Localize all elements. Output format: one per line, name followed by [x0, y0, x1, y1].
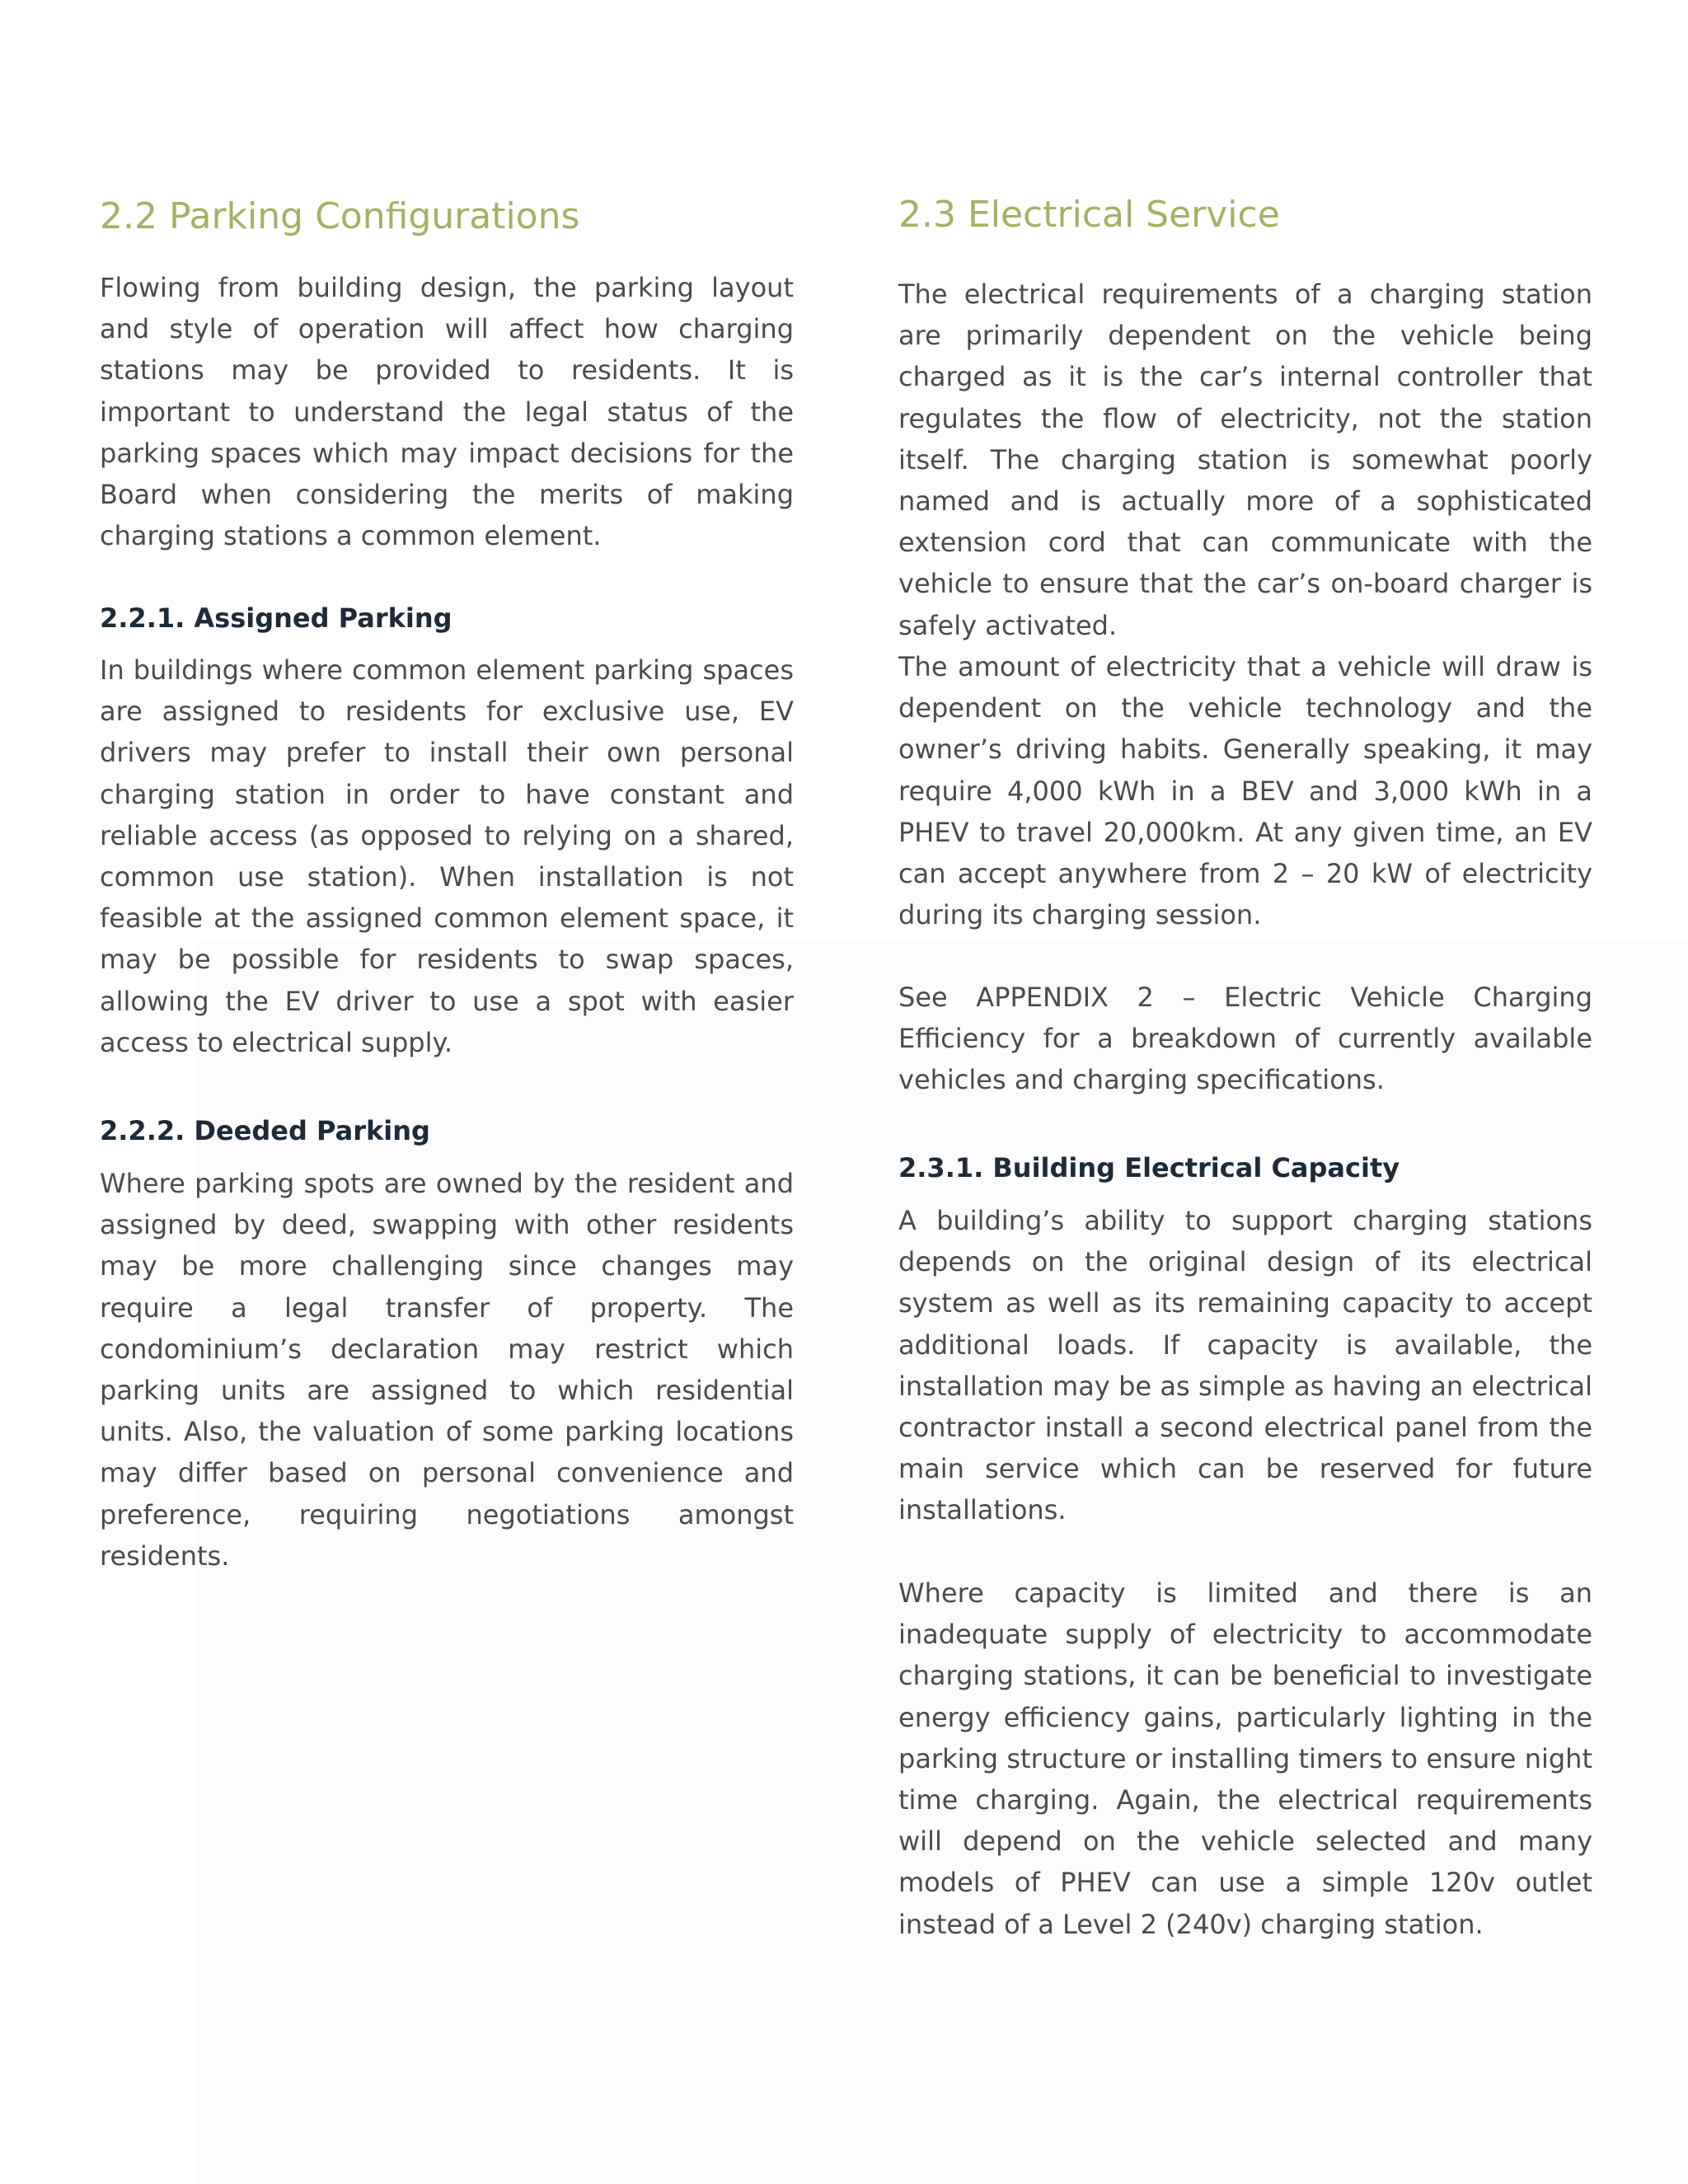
electrical-requirements-paragraph: The electrical requirements of a charging station are primarily dependent on the vehicle being charged as it is the car’s internal controller that regulates the flow of electricity, not the station itself. The charging station is somewhat poorly named and is actually more of a sophisticated extension cord that can communicate with the vehicle to ensure that the car’s on-board charger is safely activated.	[898, 279, 1592, 641]
subsection-title-assigned-parking: 2.2.1. Assigned Parking	[100, 602, 452, 634]
deeded-parking-paragraph: Where parking spots are owned by the resident and assigned by deed, swapping with other residents may be more challenging since changes may require a legal transfer of property. The condominium’s declaration may restrict which parking units are assigned to which residential units. Also, the valuation of some parking locations may differ based on personal convenience and preference, requiring negotiations amongst residents.	[100, 1168, 794, 1572]
limited-capacity-paragraph: Where capacity is limited and there is an inadequate supply of electricity to accommodate charging stations, it can be beneficial to investigate energy efficiency gains, particularly lighting in the parking structure or installing timers to ensure night time charging. Again, the electrical requirements will depend on the vehicle selected and many models of PHEV can use a simple 120v outlet instead of a Level 2 (240v) charging station.	[898, 1577, 1592, 1940]
assigned-parking-paragraph: In buildings where common element parking spaces are assigned to residents for exclusive use, EV drivers may prefer to install their own personal charging station in order to have constant and reliable access (as opposed to relying on a shared, common use station). When installation is not feasible at the assigned common element space, it may be possible for residents to swap spaces, allowing the EV driver to use a spot with easier access to electrical supply.	[100, 654, 794, 1058]
subsection-title-building-electrical-capacity: 2.3.1. Building Electrical Capacity	[898, 1152, 1400, 1183]
appendix-reference-paragraph: See APPENDIX 2 – Electric Vehicle Charging Efficiency for a breakdown of currently available vehicles and charging specifications.	[898, 982, 1592, 1096]
section-title-parking-configurations: 2.2 Parking Configurations	[100, 195, 580, 237]
section-title-electrical-service: 2.3 Electrical Service	[898, 194, 1280, 236]
subsection-title-deeded-parking: 2.2.2. Deeded Parking	[100, 1115, 430, 1146]
parking-intro-paragraph: Flowing from building design, the parking layout and style of operation will affect how charging stations may be provided to residents. It is important to understand the legal status of the parking spaces which may impact decisions for the Board when considering the merits of making charging stations a common element.	[100, 272, 794, 552]
building-capacity-paragraph: A building’s ability to support charging stations depends on the original design of its electrical system as well as its remaining capacity to accept additional loads. If capacity is available, the installation may be as simple as having an electrical contractor install a second electrical panel from the main service which can be reserved for future installations.	[898, 1205, 1592, 1526]
electricity-amount-paragraph: The amount of electricity that a vehicle will draw is dependent on the vehicle technology and the owner’s driving habits. Generally speaking, it may require 4,000 kWh in a BEV and 3,000 kWh in a PHEV to travel 20,000km. At any given time, an EV can accept anywhere from 2 – 20 kW of electricity during its charging session.	[898, 651, 1592, 931]
